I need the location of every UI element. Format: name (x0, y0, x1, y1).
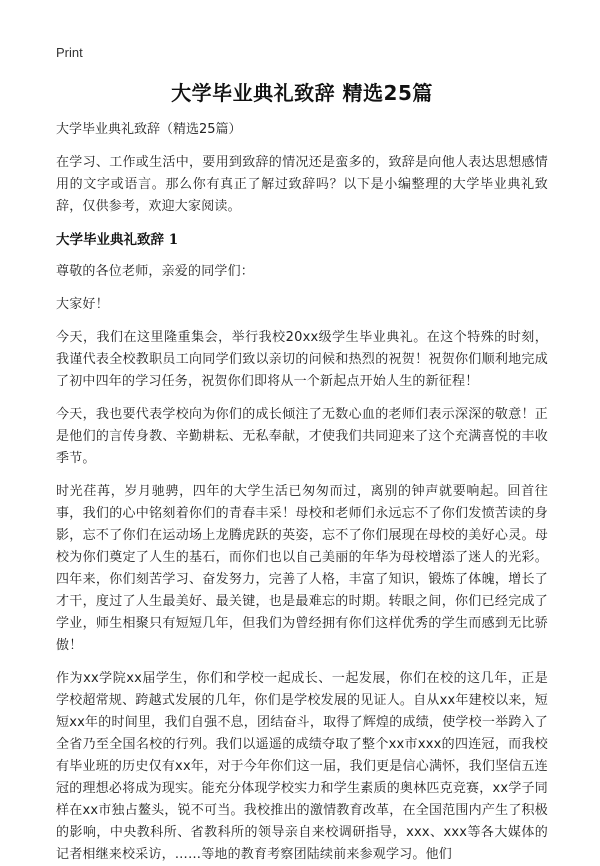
body-paragraph: 时光荏苒，岁月驰骋，四年的大学生活已匆匆而过，离别的钟声就要响起。回首往事，我们的心中铭刻着你们的青春丰采！母校和老师们永远忘不了你们发愤苦读的身影，忘不了你们在运动场上龙腾虎跃的英姿，忘不了你们展现在母校的美好心灵。母校为你们奠定了人生的基石，而你们也以自己美丽的年华为母校增添了迷人的光彩。四年来，你们刻苦学习、奋发努力，完善了人格，丰富了知识，锻炼了体魄，增长了才干，度过了人生最美好、最关键，也是最难忘的时期。转眼之间，你们已经完成了学业，师生相聚只有短短几年，但我们为曾经拥有你们这样优秀的学生而感到无比骄傲！ (56, 484, 548, 653)
body-paragraph: 作为xx学院xx届学生，你们和学校一起成长、一起发展，你们在校的这几年，正是学校超常规、跨越式发展的几年，你们是学校发展的见证人。自从xx年建校以来，短短xx年的时间里，我们自强不息，团结奋斗，取得了辉煌的成绩，使学校一举跨入了全省乃至全国名校的行列。我们以遥遥的成绩夺取了整个xx市xxx的四连冠，而我校有毕业班的历史仅有xx年，对于今年你们这一届，我们更是信心满怀，我们坚信五连冠的理想必将成为现实。能充分体现学校实力和学生素质的奥林匹克竞赛，xx学子同样在xx市独占鳌头，锐不可当。我校推出的激情教育改革，在全国范围内产生了积极的影响，中央教科所、省教科所的领导亲自来校调研指导，xxx、xxx等各大媒体的记者相继来校采访，……等地的教育考察团陆续前来参观学习。他们 (56, 671, 548, 862)
body-paragraph: 今天，我们在这里隆重集会，举行我校20xx级学生毕业典礼。在这个特殊的时刻，我谨代表全校教职员工向同学们致以亲切的问候和热烈的祝贺！祝贺你们顺利地完成了初中四年的学习任务，祝贺你们即将从一个新起点开始人生的新征程！ (56, 330, 548, 389)
article-subtitle: 大学毕业典礼致辞（精选25篇） (56, 122, 242, 137)
salutation: 尊敬的各位老师，亲爱的同学们： (56, 264, 255, 279)
section-heading: 大学毕业典礼致辞 1 (56, 232, 179, 248)
greeting: 大家好！ (56, 297, 109, 312)
body-paragraph: 今天，我也要代表学校向为你们的成长倾注了无数心血的老师们表示深深的敬意！正是他们的言传身教、辛勤耕耘、无私奉献，才使我们共同迎来了这个充满喜悦的丰收季节。 (56, 407, 548, 466)
print-label[interactable]: Print (56, 45, 83, 60)
page-title: 大学毕业典礼致辞 精选25篇 (171, 81, 433, 105)
intro-paragraph: 在学习、工作或生活中，要用到致辞的情况还是蛮多的，致辞是向他人表达思想感情用的文字或语言。那么你有真正了解过致辞吗？以下是小编整理的大学毕业典礼致辞，仅供参考，欢迎大家阅读。 (56, 155, 548, 214)
